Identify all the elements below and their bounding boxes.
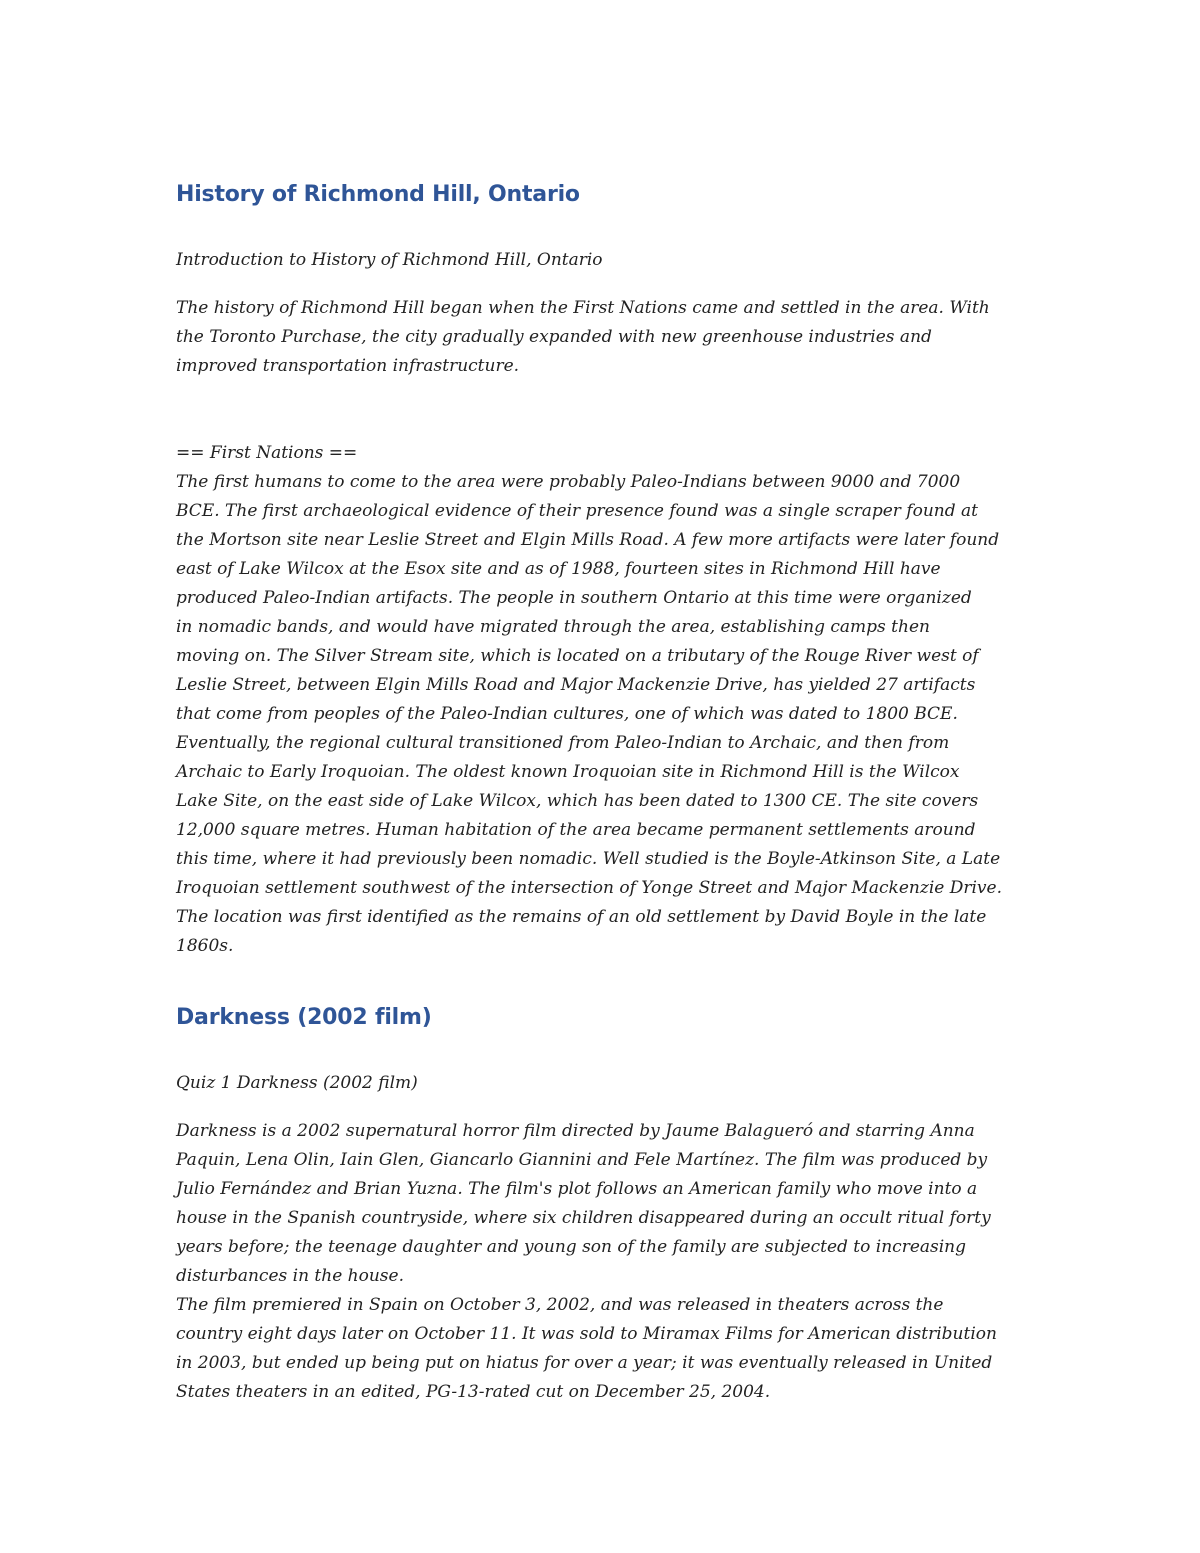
first-nations-line: Archaic to Early Iroquoian. The oldest known Iroquoian site in Richmond Hill is the Wilcox xyxy=(176,762,960,782)
darkness-line: country eight days later on October 11. It was sold to Miramax Films for American distribution xyxy=(176,1324,997,1344)
section-subtitle-richmond-hill: Introduction to History of Richmond Hill, Ontario xyxy=(176,250,603,270)
darkness-line: house in the Spanish countryside, where six children disappeared during an occult ritual forty xyxy=(176,1208,991,1228)
first-nations-line: 12,000 square metres. Human habitation of the area became permanent settlements around xyxy=(176,820,976,840)
intro-line: improved transportation infrastructure. xyxy=(176,356,520,376)
intro-paragraph xyxy=(176,294,1026,381)
first-nations-line: that come from peoples of the Paleo-Indian cultures, one of which was dated to 1800 BCE. xyxy=(176,704,958,724)
first-nations-line: in nomadic bands, and would have migrated through the area, establishing camps then xyxy=(176,617,930,637)
first-nations-line: Lake Site, on the east side of Lake Wilcox, which has been dated to 1300 CE. The site covers xyxy=(176,791,979,811)
first-nations-line: The first humans to come to the area were probably Paleo-Indians between 9000 and 7000 xyxy=(176,472,961,492)
darkness-line: in 2003, but ended up being put on hiatus for over a year; it was eventually released in United xyxy=(176,1353,993,1373)
darkness-line: Paquin, Lena Olin, Iain Glen, Giancarlo Giannini and Fele Martínez. The film was produced by xyxy=(176,1150,988,1170)
first-nations-paragraph xyxy=(176,468,1026,961)
section-heading-richmond-hill: History of Richmond Hill, Ontario xyxy=(176,182,580,207)
section-subtitle-darkness: Quiz 1 Darkness (2002 film) xyxy=(176,1073,418,1093)
first-nations-line: BCE. The first archaeological evidence of their presence found was a single scraper found at xyxy=(176,501,978,521)
darkness-line: The film premiered in Spain on October 3, 2002, and was released in theaters across the xyxy=(176,1295,944,1315)
first-nations-line: produced Paleo-Indian artifacts. The people in southern Ontario at this time were organized xyxy=(176,588,972,608)
first-nations-line: the Mortson site near Leslie Street and Elgin Mills Road. A few more artifacts were later found xyxy=(176,530,1000,550)
intro-line: The history of Richmond Hill began when the First Nations came and settled in the area. With xyxy=(176,298,990,318)
darkness-line: Julio Fernández and Brian Yuzna. The film's plot follows an American family who move into a xyxy=(176,1179,978,1199)
section-heading-darkness: Darkness (2002 film) xyxy=(176,1005,432,1030)
first-nations-line: moving on. The Silver Stream site, which is located on a tributary of the Rouge River west of xyxy=(176,646,979,666)
darkness-line: disturbances in the house. xyxy=(176,1266,404,1286)
document-content xyxy=(176,178,1026,1407)
first-nations-line: Iroquoian settlement southwest of the intersection of Yonge Street and Major Mackenzie Drive. xyxy=(176,878,1002,898)
first-nations-line: 1860s. xyxy=(176,936,234,956)
first-nations-line: Leslie Street, between Elgin Mills Road and Major Mackenzie Drive, has yielded 27 artifacts xyxy=(176,675,976,695)
darkness-line: years before; the teenage daughter and young son of the family are subjected to increasing xyxy=(176,1237,967,1257)
first-nations-line: Eventually, the regional cultural transitioned from Paleo-Indian to Archaic, and then from xyxy=(176,733,950,753)
first-nations-line: this time, where it had previously been nomadic. Well studied is the Boyle-Atkinson Site, a Late xyxy=(176,849,1001,869)
first-nations-subheading: == First Nations == xyxy=(176,443,358,463)
first-nations-line: east of Lake Wilcox at the Esox site and as of 1988, fourteen sites in Richmond Hill have xyxy=(176,559,941,579)
darkness-paragraph xyxy=(176,1117,1026,1407)
first-nations-line: The location was first identified as the remains of an old settlement by David Boyle in the late xyxy=(176,907,987,927)
darkness-line: States theaters in an edited, PG-13-rated cut on December 25, 2004. xyxy=(176,1382,771,1402)
intro-line: the Toronto Purchase, the city gradually expanded with new greenhouse industries and xyxy=(176,327,932,347)
darkness-line: Darkness is a 2002 supernatural horror film directed by Jaume Balagueró and starring Anna xyxy=(176,1121,975,1141)
